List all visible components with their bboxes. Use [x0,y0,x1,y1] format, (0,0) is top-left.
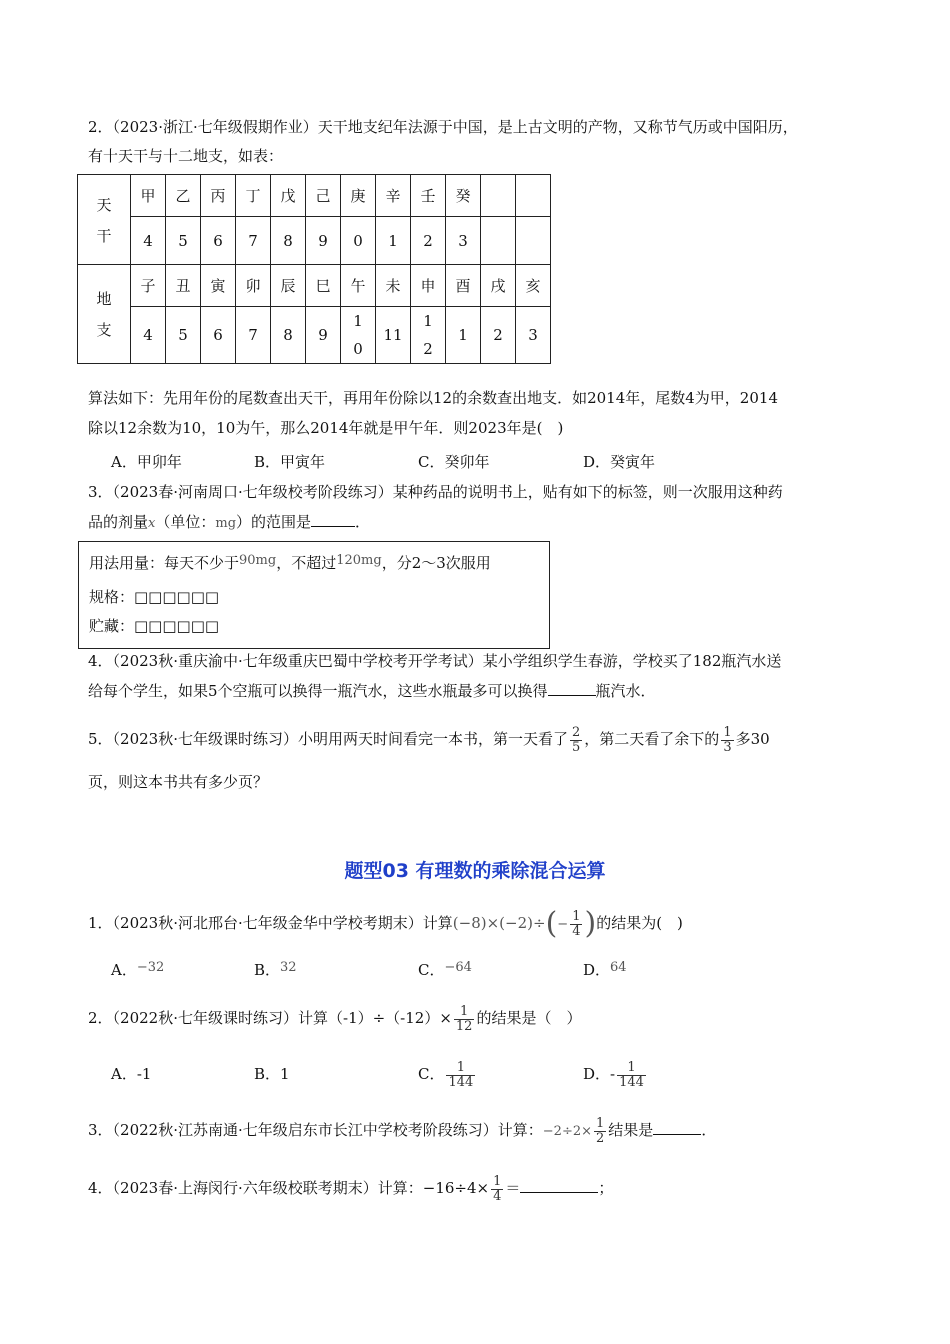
dizhi-label: 地 支 [78,265,131,364]
q3-source: （2023春·河南周口·七年级校考阶段练习） [112,483,393,501]
label-spec: 规格：□□□□□□ [89,588,220,606]
tiangan-num: 1 [376,217,411,265]
tiangan-num: 3 [446,217,481,265]
s4-source: （2023春·上海闵行·六年级校联考期末） [112,1179,378,1197]
q5-line2: 页，则这本书共有多少页？ [88,773,269,791]
fraction-2-5: $\frac{2}{5}$ [572,724,581,755]
q2-option-c[interactable]: C．癸卯年 [418,453,490,471]
fraction-1-144: $\frac{1}{144}$ [619,1059,644,1090]
q2-algo-1: 算法如下：先用年份的尾数查出天干，再用年份除以12的余数查出地支．如2014年，尾数4为甲，2014 [88,389,778,407]
fraction-1-144: $\frac{1}{144}$ [448,1059,474,1090]
q3-number: 3． [88,483,113,501]
fraction-1-4: $\frac{1}{4}$ [572,908,581,939]
s2-number: 2． [88,1009,113,1027]
dizhi-char: 卯 [236,265,271,307]
dizhi-char: 丑 [166,265,201,307]
empty-cell [481,217,516,265]
q4-answer-blank[interactable] [548,681,596,696]
tiangan-char: 丁 [236,175,271,217]
q2-number: 2． [88,118,113,136]
fraction-1-3: $\frac{1}{3}$ [723,724,732,755]
q2-option-a[interactable]: A．甲卯年 [111,453,182,471]
tiangan-num: 9 [306,217,341,265]
s2-option-a[interactable]: A．-1 [111,1065,152,1083]
tiangan-char: 己 [306,175,341,217]
q3-text-1: 某种药品的说明书上，贴有如下的标签，则一次服用这种药 [392,483,783,501]
dizhi-num: 6 [201,307,236,364]
s2-option-c[interactable]: C． $\frac{1}{144}$ [418,1059,474,1090]
tiangan-num: 8 [271,217,306,265]
q2-text-1: 天干地支纪年法源于中国，是上古文明的产物，又称节气历或中国阳历， [317,118,798,136]
var-x: x [148,516,156,531]
dizhi-num-wrapped: 1 2 [411,307,446,364]
dizhi-num: 5 [166,307,201,364]
s1-number: 1． [88,914,113,932]
q2-line1 [88,117,798,137]
s4-answer-blank[interactable] [520,1178,598,1193]
q2-option-b[interactable]: B．甲寅年 [254,453,326,471]
tiangan-num: 6 [201,217,236,265]
q4-line2: 给每个学生，如果5个空瓶可以换得一瓶汽水，这些水瓶最多可以换得 瓶汽水． [88,682,656,700]
q3-line1 [88,482,783,502]
tiangan-char: 甲 [131,175,166,217]
dizhi-char: 酉 [446,265,481,307]
tiangan-char: 庚 [341,175,376,217]
dizhi-char: 寅 [201,265,236,307]
tiangan-num: 2 [411,217,446,265]
dizhi-char: 子 [131,265,166,307]
s3-number: 3． [88,1121,113,1139]
dizhi-num: 1 [446,307,481,364]
dizhi-num: 8 [271,307,306,364]
s2-source: （2022秋·七年级课时练习） [112,1009,298,1027]
dizhi-num: 7 [236,307,271,364]
medicine-label [78,541,550,649]
tiangan-num: 4 [131,217,166,265]
q5-source: （2023秋·七年级课时练习） [112,730,298,748]
dizhi-num: 2 [481,307,516,364]
dizhi-char: 戌 [481,265,516,307]
fraction-1-2: $\frac{1}{2}$ [596,1115,605,1146]
empty-cell [516,217,551,265]
dizhi-num: 11 [376,307,411,364]
q3-answer-blank[interactable] [311,512,355,527]
tiangan-char: 丙 [201,175,236,217]
fraction-1-4: $\frac{1}{4}$ [493,1173,502,1204]
empty-cell [516,175,551,217]
s1-expr: (−8)×(−2)÷ [452,914,546,932]
q3-line2: 品的剂量x（单位：mg）的范围是 ． [88,513,371,531]
label-usage: 用法用量：每天不少于90mg，不超过120mg，分2～3次服用 [89,553,491,572]
dizhi-num-wrapped: 1 0 [341,307,376,364]
tiangan-dizhi-table [77,174,551,364]
tiangan-char: 癸 [446,175,481,217]
q2-line2: 有十天干与十二地支，如表： [88,147,284,165]
s1-option-b[interactable]: B．32 [254,960,297,979]
empty-cell [481,175,516,217]
s2-option-d[interactable]: D．- $\frac{1}{144}$ [583,1059,644,1090]
unit-mg: mg [215,516,237,531]
q5-line1: 5．（2023秋·七年级课时练习）小明用两天时间看完一本书，第一天看了 $\frac{2}{5}$ ，第二天看了余下的 $\frac{1}{3}$ 多30 [88,724,770,755]
s3-source: （2022秋·江苏南通·七年级启东市长江中学校考阶段练习） [112,1121,498,1139]
s4-number: 4． [88,1179,113,1197]
q4-number: 4． [88,652,113,670]
dizhi-char: 未 [376,265,411,307]
s4-line: 4．（2023春·上海闵行·六年级校联考期末）计算：−16÷4× $\frac{1}{4}$ ＝ ； [88,1173,614,1204]
s1-source: （2023秋·河北邢台·七年级金华中学校考期末） [112,914,423,932]
dizhi-char: 辰 [271,265,306,307]
fraction-1-12: $\frac{1}{12}$ [455,1003,473,1034]
dizhi-char: 申 [411,265,446,307]
q2-source: （2023·浙江·七年级假期作业） [112,118,318,136]
tiangan-num: 5 [166,217,201,265]
s1-line: 1．（2023秋·河北邢台·七年级金华中学校考期末）计算(−8)×(−2)÷(− $\frac{1}{4}$ )的结果为( ) [88,906,683,941]
dizhi-num: 9 [306,307,341,364]
label-storage: 贮藏：□□□□□□ [89,617,220,635]
tiangan-num: 7 [236,217,271,265]
s1-option-c[interactable]: C．−64 [418,960,472,979]
dizhi-char: 午 [341,265,376,307]
q4-line1 [88,651,781,671]
s2-option-b[interactable]: B．1 [254,1065,290,1083]
s3-line: 3．（2022秋·江苏南通·七年级启东市长江中学校考阶段练习）计算：−2÷2× $\frac{1}{2}$ 结果是 ． [88,1115,717,1146]
q2-algo-2: 除以12余数为10，10为午，那么2014年就是甲午年．则2023年是( ) [88,419,564,437]
s1-option-a[interactable]: A．−32 [111,960,165,979]
s1-option-d[interactable]: D．64 [583,960,627,979]
q5-number: 5． [88,730,113,748]
dizhi-char: 巳 [306,265,341,307]
tiangan-label: 天 干 [78,175,131,265]
tiangan-char: 乙 [166,175,201,217]
s3-answer-blank[interactable] [653,1120,701,1135]
s3-expr: −2÷2× [542,1124,593,1139]
q4-source: （2023秋·重庆渝中·七年级重庆巴蜀中学校考开学考试） [112,652,483,670]
q4-text-1: 某小学组织学生春游，学校买了182瓶汽水送 [482,652,782,670]
tiangan-char: 辛 [376,175,411,217]
tiangan-char: 壬 [411,175,446,217]
section-heading: 题型03 有理数的乘除混合运算 [344,860,606,882]
dizhi-char: 亥 [516,265,551,307]
dizhi-num: 4 [131,307,166,364]
dizhi-num: 3 [516,307,551,364]
q2-option-d[interactable]: D．癸寅年 [583,453,656,471]
tiangan-char: 戊 [271,175,306,217]
tiangan-num: 0 [341,217,376,265]
s2-line: 2．（2022秋·七年级课时练习）计算（-1）÷（-12）× $\frac{1}{12}$ 的结果是（ ） [88,1003,582,1034]
